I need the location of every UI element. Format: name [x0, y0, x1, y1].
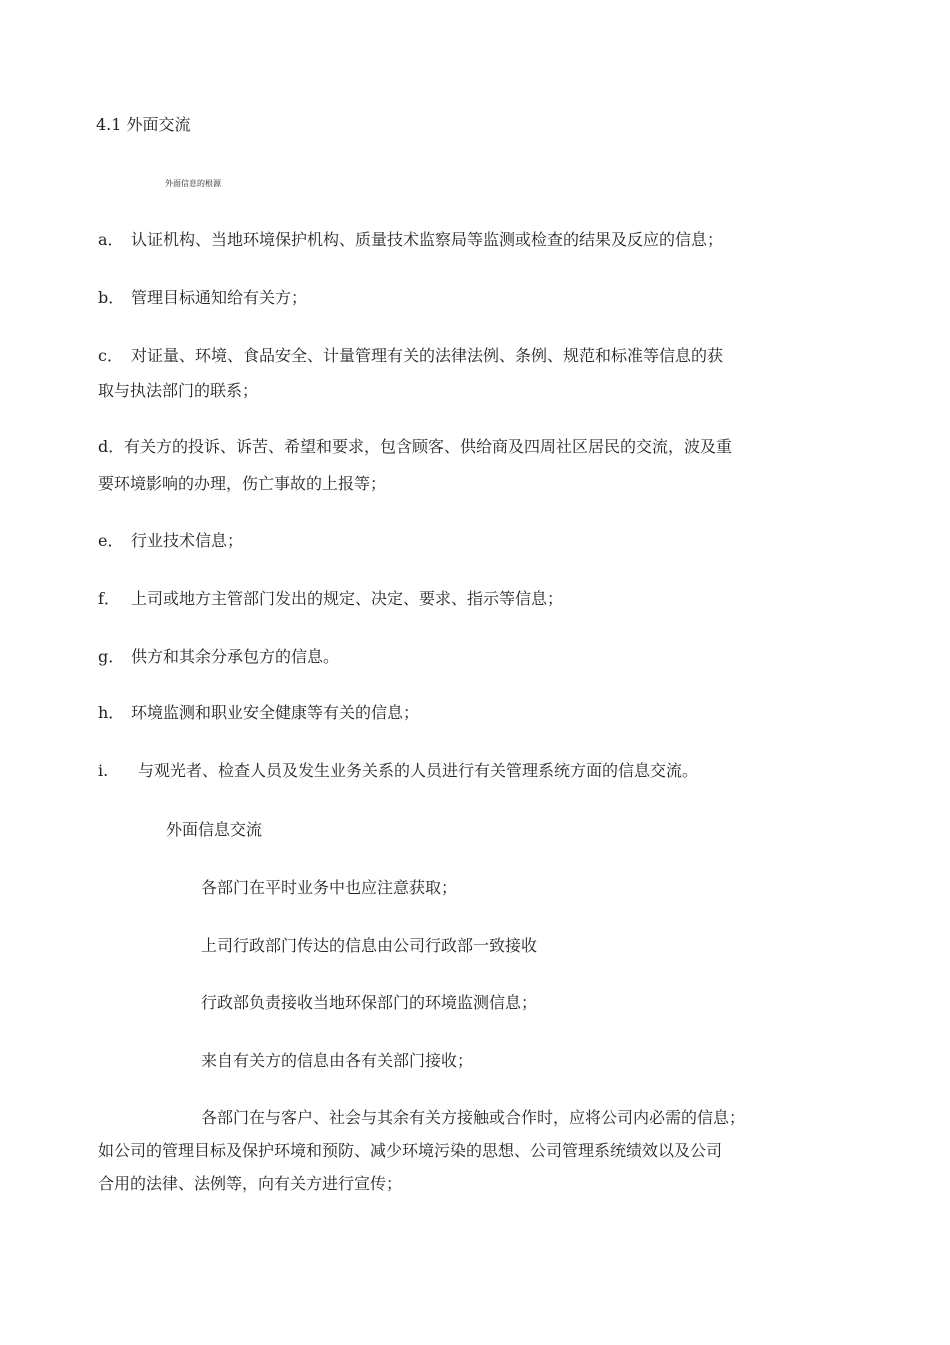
list-item-text: 有关方的投诉、诉苦、希望和要求，包含顾客、供给商及四周社区居民的交流，波及重 — [124, 437, 733, 456]
list-item-text: 对证量、环境、食品安全、计量管理有关的法律法例、条例、规范和标准等信息的获 — [131, 346, 724, 365]
list-item — [98, 647, 339, 667]
list-item — [98, 589, 563, 609]
exchange-line: 各部门在平时业务中也应注意获取； — [201, 878, 458, 897]
list-item — [98, 346, 723, 366]
list-marker: f． — [98, 589, 120, 608]
exchange-line: 来自有关方的信息由各有关部门接收； — [201, 1051, 474, 1070]
list-marker: h． — [98, 703, 125, 722]
list-item-continuation: 取与执法部门的联系； — [98, 381, 259, 400]
exchange-line: 上司行政部门传达的信息由公司行政部一致接收 — [201, 936, 538, 955]
list-item-text: 管理目标通知给有关方； — [131, 288, 308, 307]
exchange-line: 行政部负责接收当地环保部门的环境监测信息； — [201, 993, 538, 1012]
list-marker: a． — [98, 230, 124, 249]
list-item — [98, 703, 419, 723]
list-item — [98, 230, 723, 250]
list-item-text: 与观光者、检查人员及发生业务关系的人员进行有关管理系统方面的信息交流。 — [138, 761, 699, 780]
exchange-paragraph-second-line: 如公司的管理目标及保护环境和预防、减少环境污染的思想、公司管理系统绩效以及公司 — [98, 1141, 723, 1160]
list-item — [98, 531, 243, 551]
list-item-text: 供方和其余分承包方的信息。 — [131, 647, 340, 666]
list-marker: c． — [98, 346, 123, 365]
list-item — [98, 761, 698, 781]
list-item-text: 上司或地方主管部门发出的规定、决定、要求、指示等信息； — [131, 589, 564, 608]
exchange-paragraph-third-line: 合用的法律、法例等，向有关方进行宣传； — [98, 1174, 403, 1193]
list-item-text: 认证机构、当地环境保护机构、质量技术监察局等监测或检查的结果及反应的信息； — [131, 230, 724, 249]
list-item-text: 环境监测和职业安全健康等有关的信息； — [131, 703, 420, 722]
list-item — [98, 288, 307, 308]
list-marker: e． — [98, 531, 124, 550]
external-exchange-heading: 外面信息交流 — [166, 820, 263, 839]
list-item — [98, 437, 732, 457]
list-item-text: 行业技术信息； — [131, 531, 244, 550]
list-marker: d． — [98, 437, 125, 456]
sub-caption: 外面信息的根源 — [165, 179, 221, 188]
list-marker: g． — [98, 647, 125, 666]
list-item-continuation: 要环境影响的办理，伤亡事故的上报等； — [98, 474, 387, 493]
list-marker: b． — [98, 288, 125, 307]
exchange-paragraph-first-line: 各部门在与客户、社会与其余有关方接触或合作时，应将公司内必需的信息； — [201, 1108, 746, 1127]
section-title: 4.1 外面交流 — [96, 115, 191, 134]
list-marker: i. — [98, 761, 109, 780]
